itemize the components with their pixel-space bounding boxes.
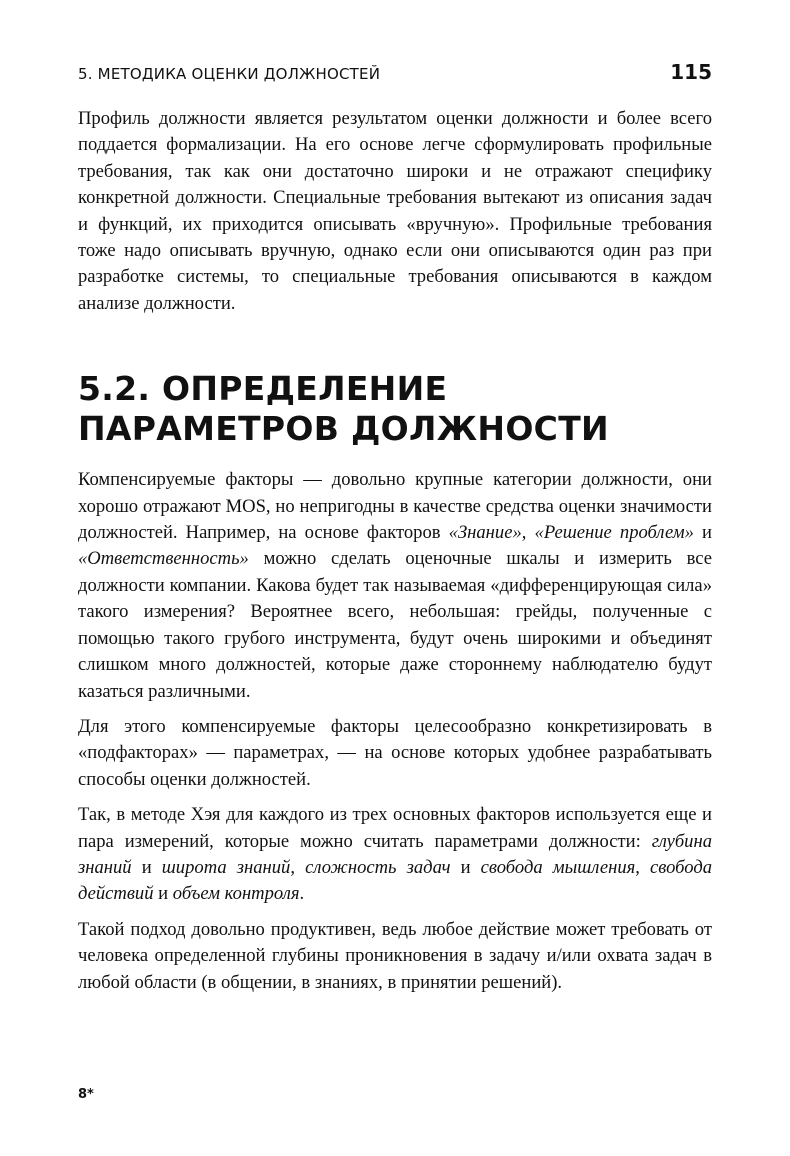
separator: и xyxy=(153,883,173,905)
section-heading: 5.2. ОПРЕДЕЛЕНИЕ ПАРАМЕТРОВ ДОЛЖНОСТИ xyxy=(78,369,609,449)
italic-term: «Решение проблем» xyxy=(534,522,694,544)
page-body xyxy=(78,106,712,1005)
italic-term: глубина знаний xyxy=(78,830,712,878)
italic-term: «Знание» xyxy=(448,522,522,544)
separator: , xyxy=(521,522,535,544)
separator: . xyxy=(299,883,305,905)
paragraph-text: Компенсируемые факторы — довольно крупные категории должности, они хорошо отражают MOS, но непригодны в качестве средства оценки значимости должностей. Например, на основе факторов xyxy=(78,469,712,544)
paragraph-hay-method xyxy=(78,802,712,908)
italic-term: широта знаний xyxy=(161,856,291,878)
paragraph-subfactors: Для этого компенсируемые факторы целесообразно конкретизировать в «подфакторах» — параметрах, — на основе которых удобнее разрабатывать способы оценки должностей. xyxy=(78,715,712,790)
paragraph-text: можно сделать оценочные шкалы и измерить все должности компании. Какова будет так называемая «дифференцирующая сила» такого измерения? Вероятнее всего, небольшая: грейды, полученные с помощью такого грубого инструмента, будут очень широкими и объединят слишком много должностей, которые даже стороннему наблюдателю будут казаться различными. xyxy=(78,548,712,702)
italic-term: объем контроля xyxy=(172,883,300,905)
separator: и xyxy=(131,856,162,878)
separator: , xyxy=(635,856,651,878)
paragraph-approach: Такой подход довольно продуктивен, ведь любое действие может требовать от человека определенной глубины проникновения в задачу и/или охвата задач в любой области (в общении, в знаниях, в принятии решений). xyxy=(78,918,712,993)
italic-term: «Ответственность» xyxy=(78,548,249,570)
italic-term: свобода мышления xyxy=(480,856,636,878)
paragraph-compensable-factors xyxy=(78,467,712,705)
paragraph-text: Так, в методе Хэя для каждого из трех основных факторов используется еще и пара измерений, которые можно считать параметрами должности: xyxy=(78,804,712,852)
page-header xyxy=(78,60,712,90)
italic-term: сложность задач xyxy=(305,856,451,878)
running-head: 5. МЕТОДИКА ОЦЕНКИ ДОЛЖНОСТЕЙ xyxy=(78,65,381,83)
page-number: 115 xyxy=(670,60,712,84)
italic-term: свобода действий xyxy=(78,856,713,905)
separator: и xyxy=(450,856,481,878)
separator: , xyxy=(290,856,306,878)
signature-mark: 8* xyxy=(78,1087,94,1102)
paragraph-profile: Профиль должности является результатом оценки должности и более всего поддается формализации. На его основе легче сформулировать профильные требования, так как они достаточно широки и не отражают специфику конкретной должности. Специальные требования вытекают из описания задач и функций, их приходится описывать «вручную». Профильные требования тоже надо описывать вручную, однако если они описываются один раз при разработке системы, то специальные требования описываются в каждом анализе должности. xyxy=(78,108,712,314)
separator: и xyxy=(693,522,713,544)
